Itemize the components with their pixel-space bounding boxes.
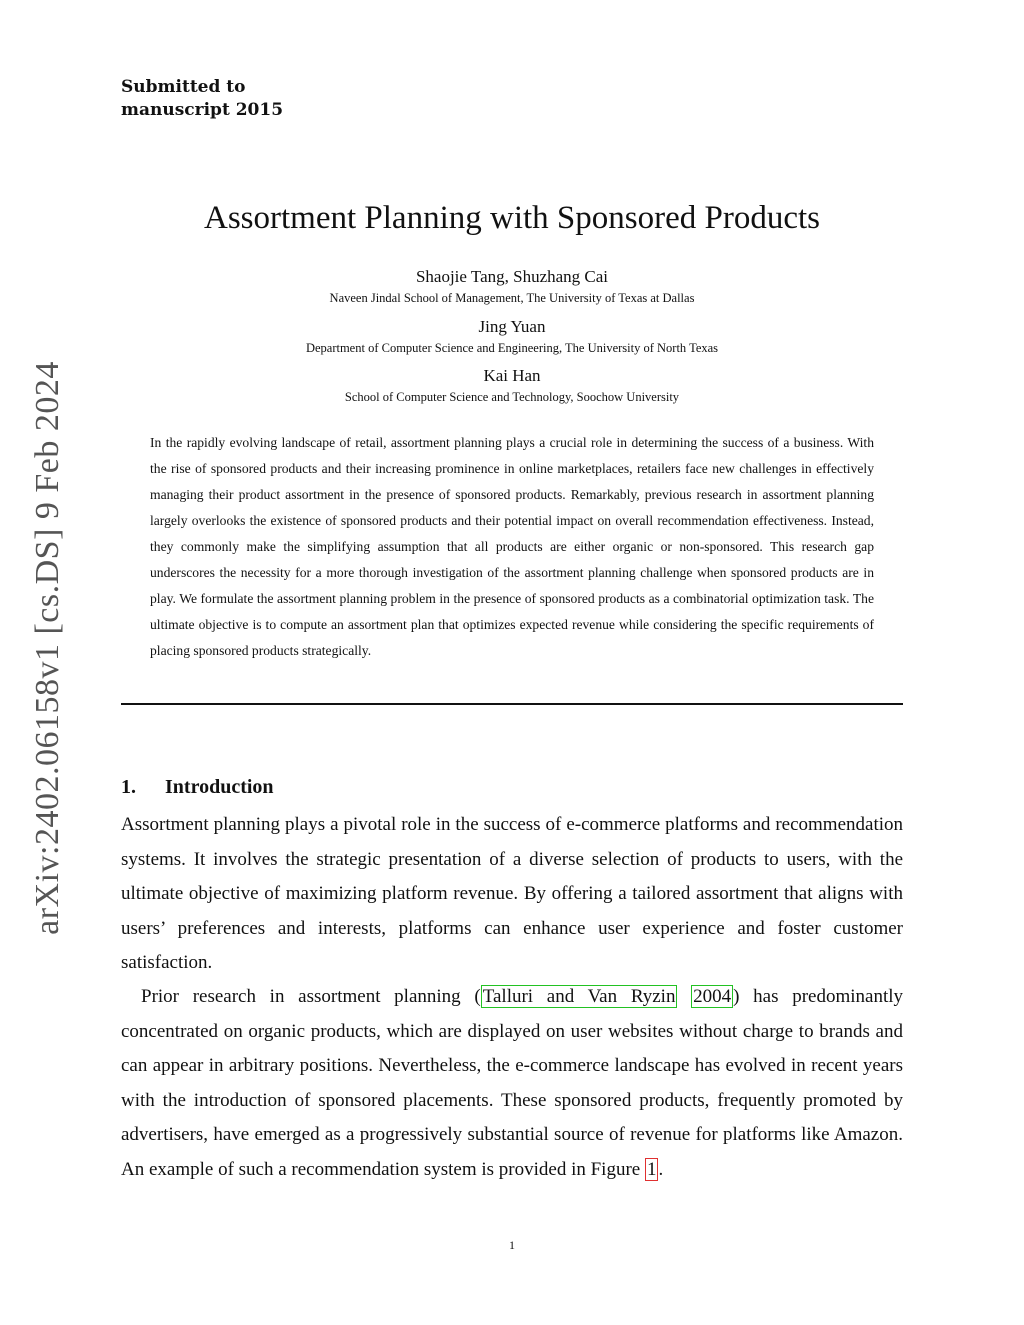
header-line-submitted: Submitted to bbox=[121, 77, 246, 97]
author-names-3: Kai Han bbox=[483, 366, 541, 385]
manuscript-header bbox=[121, 76, 283, 122]
abstract-text: In the rapidly evolving landscape of retail, assortment planning plays a crucial role in determining the success of a business. With the rise of sponsored products and their increasing prominence in online marketplaces, retailers face new challenges in effectively managing their product assortment in the presence of sponsored products. Remarkably, previous research in assortment planning largely overlooks the existence of sponsored products and their potential impact on overall recommendation effectiveness. Instead, they commonly make the simplifying assumption that all products are either organic or non-sponsored. This research gap underscores the necessity for a more thorough investigation of the assortment planning challenge when sponsored products are in play. We formulate the assortment planning problem in the presence of sponsored products as a combinatorial optimization task. The ultimate objective is to compute an assortment plan that optimizes expected revenue while considering the specific requirements of placing sponsored products strategically. bbox=[150, 435, 874, 658]
section-number: 1. bbox=[121, 776, 136, 798]
author-names-2: Jing Yuan bbox=[478, 317, 546, 336]
citation-link-authors[interactable]: Talluri and Van Ryzin bbox=[482, 986, 676, 1007]
header-line-manuscript: manuscript 2015 bbox=[121, 100, 284, 120]
paper-title: Assortment Planning with Sponsored Products bbox=[204, 200, 820, 236]
page-number: 1 bbox=[509, 1238, 515, 1252]
paragraph2-text-main: ) has predominantly concentrated on organic products, which are displayed on user websites without charge to brands and can appear in arbitrary positions. Nevertheless, the e-commerce landscape has evolved in recent years with the introduction of sponsored placements. These sponsored products, frequently promoted by advertisers, have emerged as a progressively substantial source of revenue for platforms like Amazon. An example of such a recommendation system is provided in Figure bbox=[121, 986, 904, 1180]
section-heading-introduction bbox=[121, 776, 274, 799]
author-affiliation-3: School of Computer Science and Technology, Soochow University bbox=[344, 390, 680, 404]
intro-paragraph-2 bbox=[121, 980, 903, 1188]
intro-paragraph-1: Assortment planning plays a pivotal role in the success of e-commerce platforms and recommendation systems. It involves the strategic presentation of a diverse selection of products to users, with the ultimate objective of maximizing platform revenue. By offering a tailored assortment that aligns with users’ preferences and interests, platforms can enhance user experience and foster customer satisfaction. bbox=[121, 814, 903, 974]
author-affiliation-1: Naveen Jindal School of Management, The University of Texas at Dallas bbox=[329, 291, 695, 305]
author-affiliation-2: Department of Computer Science and Engineering, The University of North Texas bbox=[305, 341, 719, 355]
section-title: Introduction bbox=[165, 776, 274, 798]
arxiv-identifier-text: arXiv:2402.06158v1 [cs.DS] 9 Feb 2024 bbox=[29, 361, 66, 935]
paragraph2-text-start: Prior research in assortment planning ( bbox=[141, 986, 481, 1007]
abstract-divider bbox=[121, 703, 903, 705]
arxiv-identifier-stamp bbox=[8, 361, 88, 935]
author-names-1: Shaojie Tang, Shuzhang Cai bbox=[415, 267, 609, 286]
paragraph2-text-end: . bbox=[658, 1158, 664, 1180]
citation-link-year[interactable]: 2004 bbox=[693, 986, 732, 1007]
figure-reference-link[interactable]: 1 bbox=[646, 1158, 657, 1180]
